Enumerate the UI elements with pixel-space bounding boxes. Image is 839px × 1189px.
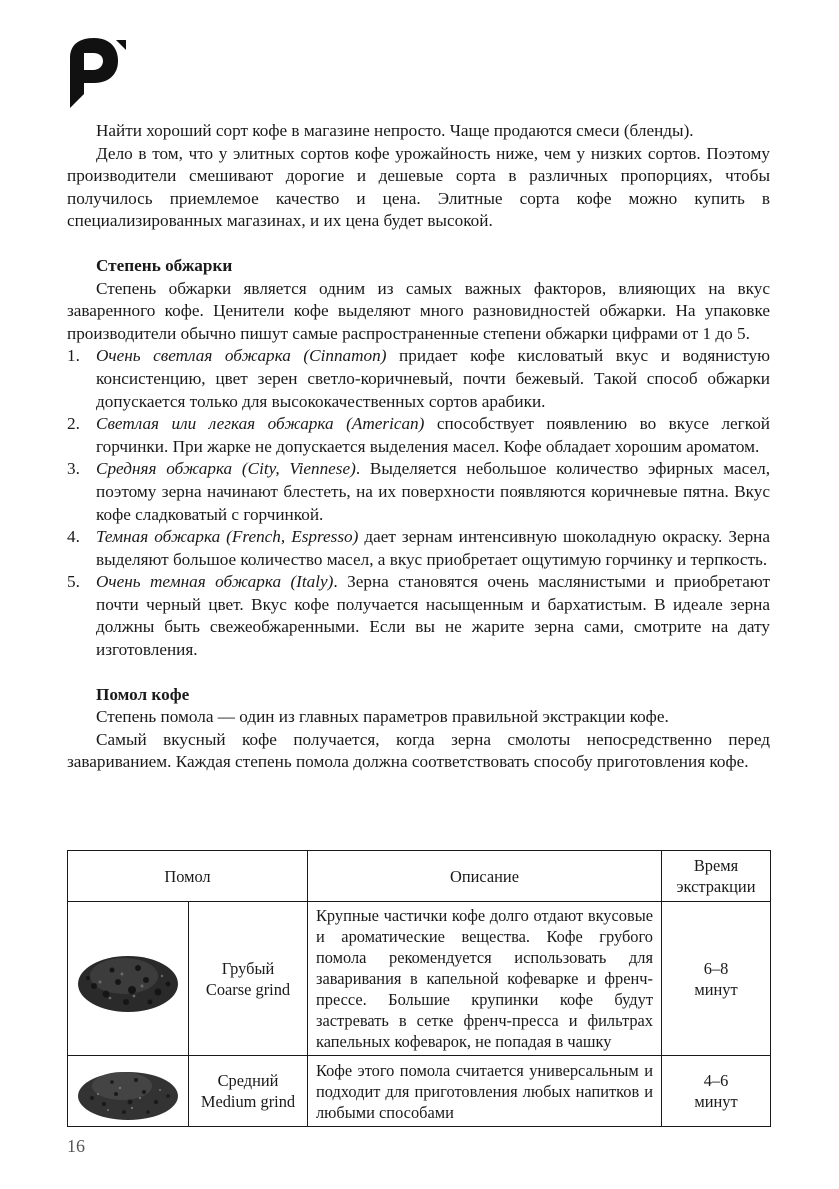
roast-desc: способствует появлению во вкусе легкой горчинки. При жарке не допускается выделения масел. Кофе обладает хорошим ароматом. [96, 414, 770, 456]
roast-levels-list [67, 345, 770, 661]
list-item [67, 458, 770, 526]
medium-grind-image [72, 1056, 184, 1126]
list-number: 2. [67, 414, 80, 434]
grind-table [67, 850, 771, 1127]
page-number: 16 [67, 1136, 85, 1156]
intro-paragraph-2: Дело в том, что у элитных сортов кофе урожайность ниже, чем у низких сортов. Поэтому производители смешивают дорогие и дешевые сорта в различных пропорциях, чтобы получилось приемлемое качество и цена. Элитные сорта кофе можно купить в специализированных магазинах, и их цена будет высокой. [67, 143, 770, 231]
roast-term: Очень светлая обжарка (Cinnamon) [96, 346, 387, 366]
roast-desc: . Выделяется небольшое количество эфирных масел, поэтому зерна начинают блестеть, на их поверхности появляются коричневые пятна. Вкус кофе сладковатый с горчинкой. [96, 459, 770, 524]
grind-description: Кофе этого помола считается универсальным и подходит для приготовления любых напитков и любыми способами [308, 1056, 662, 1127]
publisher-logo [66, 34, 128, 116]
grind-name-en: Medium grind [200, 1092, 296, 1111]
grind-name: Грубый [221, 958, 275, 978]
list-number: 4. [67, 527, 80, 547]
roast-heading: Степень обжарки [96, 255, 233, 275]
extraction-time-cell [662, 1056, 771, 1127]
grind-name: Средний [217, 1071, 279, 1090]
roast-term: Очень темная обжарка (Italy) [96, 572, 334, 592]
list-number: 1. [67, 346, 80, 366]
grind-heading: Помол кофе [96, 684, 190, 704]
roast-desc: дает зернам интенсивную шоколадную окраску. Зерна выделяют большое количество масел, а вкус приобретает ощутимую горчинку и терпкость. [96, 527, 770, 569]
table-row [68, 902, 771, 1056]
grind-name-en: Coarse grind [205, 979, 291, 999]
table-row [68, 1056, 771, 1127]
medium-grind-photo [68, 1056, 189, 1127]
extraction-time: 6–8 [703, 958, 729, 978]
extraction-time: 4–6 [703, 1071, 729, 1090]
page-text [67, 120, 770, 774]
grind-description: Крупные частички кофе долго отдают вкусовые и ароматические вещества. Кофе грубого помола рекомендуется использовать для заваривания в капельной кофеварке и френч-прессе. Большие крупинки кофе будут застревать в сетке френч-пресса и фильтрах капельных кофеварок, не попадая в чашку [308, 902, 662, 1056]
roast-intro-paragraph: Степень обжарки является одним из самых важных факторов, влияющих на вкус заваренного кофе. Ценители кофе выделяют много разновидностей обжарки. На упаковке производители обычно пишут самые распространенные степени обжарки цифрами от 1 до 5. [67, 278, 770, 343]
roast-desc: . Зерна становятся очень маслянистыми и приобретают почти черный цвет. Вкус кофе получается насыщенным и бархатистым. В идеале зерна должны быть свежеобжаренными. Если вы не жарите зерна сами, смотрите на дату изготовления. [96, 572, 770, 660]
header-description: Описание [308, 851, 662, 902]
header-grind: Помол [68, 851, 308, 902]
roast-term: Темная обжарка (French, Espresso) [96, 527, 359, 547]
grind-name-cell [189, 902, 308, 1056]
list-item [67, 526, 770, 571]
list-item [67, 571, 770, 661]
extraction-time-cell [662, 902, 771, 1056]
table-header-row [68, 851, 771, 902]
extraction-time-unit: минут [694, 979, 738, 999]
list-number: 3. [67, 459, 80, 479]
grind-paragraph-2: Самый вкусный кофе получается, когда зерна смолоты непосредственно перед завариванием. Каждая степень помола должна соответствовать способу приготовления кофе. [67, 729, 770, 772]
header-time: Время экстракции [662, 851, 771, 902]
roast-term: Светлая или легкая обжарка (American) [96, 414, 425, 434]
list-number: 5. [67, 572, 80, 592]
grind-paragraph-1: Степень помола — один из главных параметров правильной экстракции кофе. [96, 707, 669, 727]
coarse-grind-image [72, 938, 184, 1020]
extraction-time-unit: минут [694, 1092, 738, 1111]
roast-desc: придает кофе кисловатый вкус и водянистую консистенцию, цвет зерен светло-коричневый, почти бежевый. Такой способ обжарки допускается только для высококачественных сортов арабики. [96, 346, 770, 411]
intro-paragraph-1: Найти хороший сорт кофе в магазине непросто. Чаще продаются смеси (бленды). [96, 121, 694, 140]
grind-name-cell [189, 1056, 308, 1127]
list-item [67, 345, 770, 413]
coarse-grind-photo [68, 902, 189, 1056]
list-item [67, 413, 770, 458]
roast-term: Средняя обжарка (City, Viennese) [96, 459, 356, 479]
